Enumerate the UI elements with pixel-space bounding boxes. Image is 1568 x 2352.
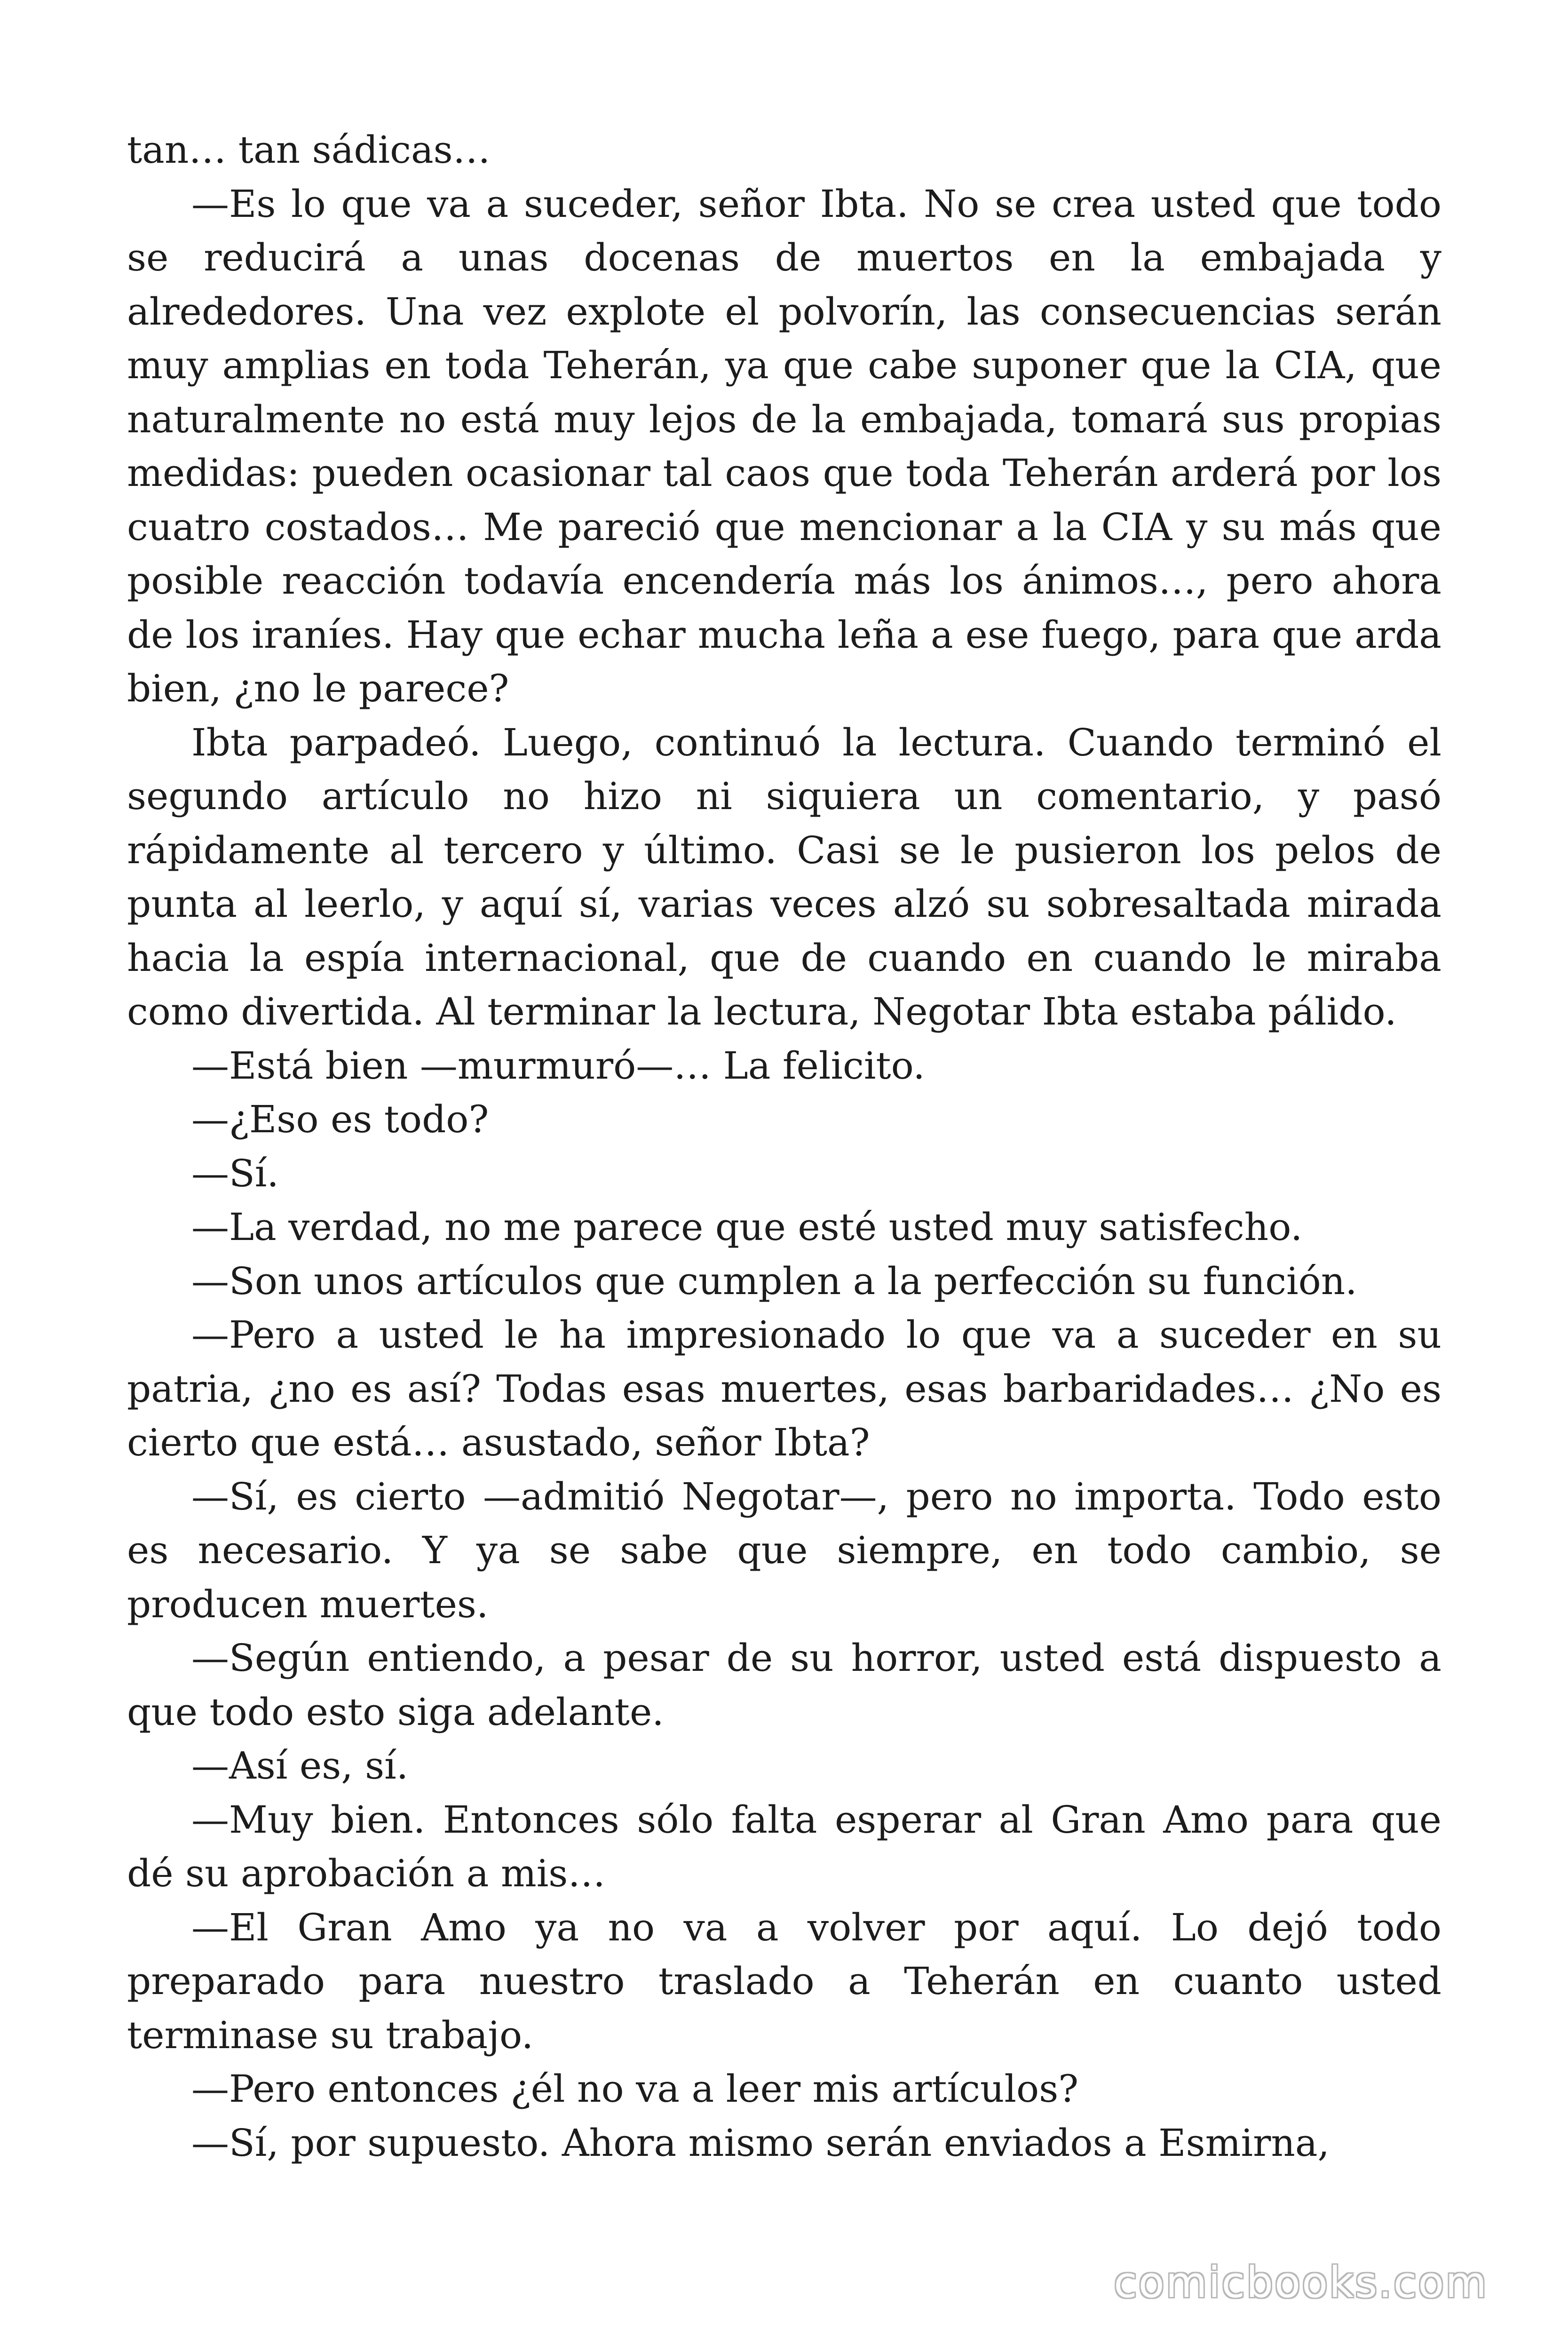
dialogue-line: —Está bien —murmuró—… La felicito. <box>191 1043 925 1088</box>
page-text <box>127 123 1441 2170</box>
dialogue-line: —Así es, sí. <box>191 1744 409 1788</box>
dialogue-line: —Sí. <box>191 1151 279 1195</box>
dialogue-line: —Pero entonces ¿él no va a leer mis artículos? <box>191 2067 1079 2111</box>
dialogue-line: —Son unos artículos que cumplen a la perfección su función. <box>191 1259 1357 1303</box>
dialogue-line: —Sí, por supuesto. Ahora mismo serán enviados a Esmirna, <box>191 2121 1330 2165</box>
paragraph: Ibta parpadeó. Luego, continuó la lectura. Cuando terminó el segundo artículo no hizo ni siquiera un comentario, y pasó rápidamente al tercero y último. Casi se le pusieron los pelos de punta al leerlo, y aquí sí, varias veces alzó su sobresaltada mirada hacia la espía internacional, que de cuando en cuando le miraba como divertida. Al terminar la lectura, Negotar Ibta estaba pálido. <box>127 720 1441 1033</box>
paragraph-continued: tan… tan sádicas… <box>127 128 491 172</box>
dialogue-line: —¿Eso es todo? <box>191 1097 489 1141</box>
dialogue-line: —El Gran Amo ya no va a volver por aquí. Lo dejó todo preparado para nuestro traslado a Teherán en cuanto usted terminase su trabajo. <box>127 1905 1441 2057</box>
watermark: comicbooks.com <box>1114 2258 1488 2307</box>
paragraph: —Es lo que va a suceder, señor Ibta. No se crea usted que todo se reducirá a unas docenas de muertos en la embajada y alrededores. Una vez explote el polvorín, las consecuencias serán muy amplias en toda Teherán, ya que cabe suponer que la CIA, que naturalmente no está muy lejos de la embajada, tomará sus propias medidas: pueden ocasionar tal caos que toda Teherán arderá por los cuatro costados… Me pareció que mencionar a la CIA y su más que posible reacción todavía encendería más los ánimos…, pero ahora de los iraníes. Hay que echar mucha leña a ese fuego, para que arda bien, ¿no le parece? <box>127 182 1441 710</box>
dialogue-line: —Pero a usted le ha impresionado lo que va a suceder en su patria, ¿no es así? Todas esas muertes, esas barbaridades… ¿No es cierto que está… asustado, señor Ibta? <box>127 1313 1441 1464</box>
dialogue-line: —Muy bien. Entonces sólo falta esperar al Gran Amo para que dé su aprobación a mis… <box>127 1797 1441 1895</box>
dialogue-line: —Sí, es cierto —admitió Negotar—, pero no importa. Todo esto es necesario. Y ya se sabe que siempre, en todo cambio, se producen muertes. <box>127 1474 1441 1626</box>
dialogue-line: —La verdad, no me parece que esté usted muy satisfecho. <box>191 1205 1303 1249</box>
dialogue-line: —Según entiendo, a pesar de su horror, usted está dispuesto a que todo esto siga adelante. <box>127 1636 1441 1734</box>
